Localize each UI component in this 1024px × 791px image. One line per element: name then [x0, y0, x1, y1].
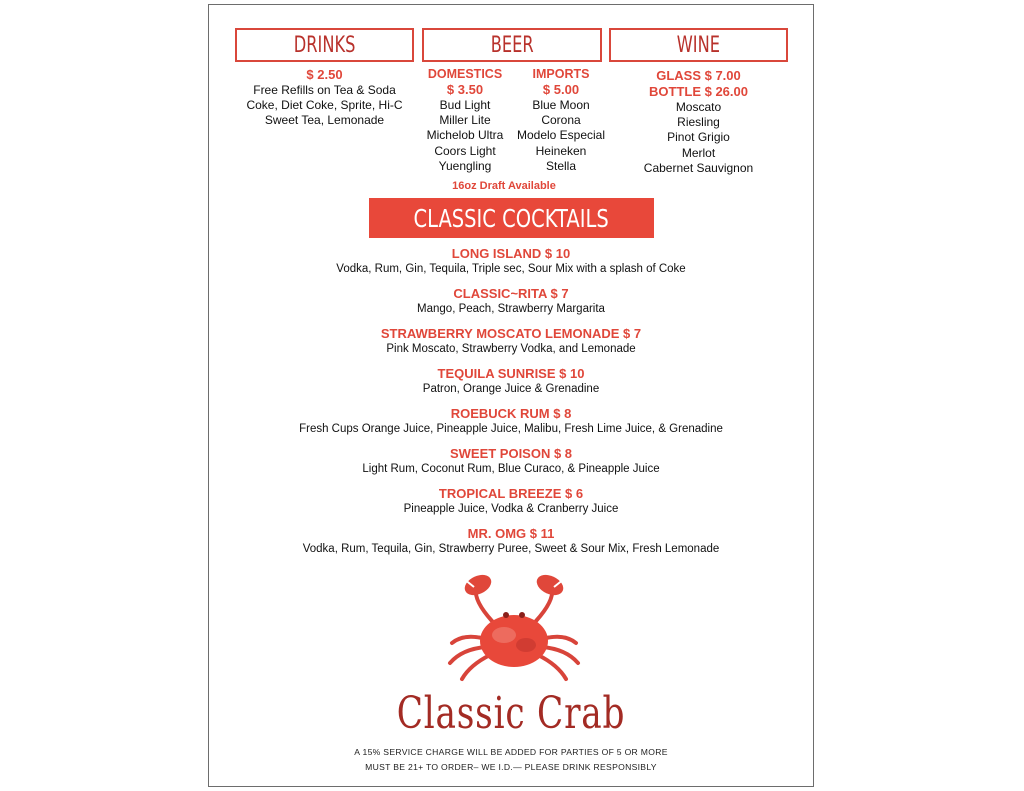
cocktail-description: Vodka, Rum, Gin, Tequila, Triple sec, Sour Mix with a splash of Coke [336, 263, 686, 275]
beer-item: Modelo Especial [516, 128, 606, 143]
cocktail-item [209, 405, 813, 445]
imports-heading: IMPORTS [532, 67, 590, 81]
beer-item: Yuengling [438, 158, 492, 173]
domestics-section [417, 67, 513, 174]
beer-item: Heineken [535, 143, 587, 158]
wine-item: Cabernet Sauvignon [643, 160, 754, 175]
beer-header-box [422, 28, 602, 62]
draft-note: 16oz Draft Available [452, 180, 556, 192]
beer-item: Stella [545, 158, 577, 173]
cocktail-item [209, 445, 813, 485]
wine-item: Merlot [681, 145, 716, 160]
wine-bottle-price: BOTTLE $ 26.00 [649, 84, 748, 99]
cocktail-description: Fresh Cups Orange Juice, Pineapple Juice, Malibu, Fresh Lime Juice, & Grenadine [299, 423, 723, 435]
cocktail-name: TROPICAL BREEZE $ 6 [438, 486, 584, 501]
wine-item: Moscato [675, 100, 722, 114]
cocktail-item [209, 485, 813, 525]
drinks-price: $ 2.50 [306, 67, 343, 82]
menu-page [208, 4, 814, 787]
service-charge-note: A 15% SERVICE CHARGE WILL BE ADDED FOR PARTIES OF 5 OR MORE [354, 747, 668, 757]
cocktail-item [209, 365, 813, 405]
cocktails-banner-title: CLASSIC COCKTAILS [413, 203, 610, 233]
cocktail-description: Patron, Orange Juice & Grenadine [422, 383, 600, 395]
cocktail-name: LONG ISLAND $ 10 [451, 246, 571, 261]
cocktails-banner [369, 198, 654, 238]
beer-item: Michelob Ultra [426, 128, 504, 143]
cocktail-item [209, 525, 813, 565]
drinks-header-box [235, 28, 414, 62]
beer-item: Blue Moon [532, 98, 590, 112]
wine-header-box [609, 28, 788, 62]
cocktail-list [209, 245, 813, 565]
beer-item: Coors Light [434, 143, 496, 158]
cocktail-name: SWEET POISON $ 8 [449, 446, 573, 461]
beer-item: Bud Light [439, 98, 491, 112]
imports-price: $ 5.00 [542, 82, 580, 97]
cocktail-description: Vodka, Rum, Tequila, Gin, Strawberry Puree, Sweet & Sour Mix, Fresh Lemonade [302, 543, 720, 555]
cocktail-description: Pineapple Juice, Vodka & Cranberry Juice [403, 503, 619, 515]
beer-title: BEER [490, 32, 534, 58]
wine-section [609, 68, 788, 176]
drinks-title: DRINKS [293, 32, 356, 58]
cocktail-name: TEQUILA SUNRISE $ 10 [437, 366, 585, 381]
age-notice: MUST BE 21+ TO ORDER– WE I.D.— PLEASE DRINK RESPONSIBLY [365, 762, 657, 772]
beer-item: Miller Lite [439, 113, 491, 128]
cocktail-name: STRAWBERRY MOSCATO LEMONADE $ 7 [380, 326, 642, 341]
cocktail-description: Light Rum, Coconut Rum, Blue Curaco, & Pineapple Juice [362, 463, 660, 475]
drinks-line: Free Refills on Tea & Soda [253, 83, 396, 97]
beer-item: Corona [541, 113, 581, 128]
cocktail-name: MR. OMG $ 11 [467, 526, 555, 541]
drinks-line: Sweet Tea, Lemonade [264, 113, 385, 128]
cocktail-item [209, 245, 813, 285]
wine-item: Riesling [677, 115, 720, 130]
crab-icon [434, 571, 594, 691]
wine-item: Pinot Grigio [667, 130, 730, 145]
cocktail-description: Pink Moscato, Strawberry Vodka, and Lemonade [386, 343, 636, 355]
domestics-price: $ 3.50 [446, 82, 484, 97]
cocktail-item [209, 285, 813, 325]
cocktail-description: Mango, Peach, Strawberry Margarita [417, 303, 605, 315]
domestics-heading: DOMESTICS [427, 67, 503, 81]
wine-glass-price: GLASS $ 7.00 [656, 68, 741, 83]
wine-title: WINE [676, 32, 721, 58]
cocktail-item [209, 325, 813, 365]
cocktail-name: ROEBUCK RUM $ 8 [450, 406, 572, 421]
drinks-section [229, 67, 420, 129]
brand-name: Classic Crab [396, 688, 626, 739]
drinks-line: Coke, Diet Coke, Sprite, Hi-C [246, 98, 403, 113]
imports-section [511, 67, 611, 174]
cocktail-name: CLASSIC~RITA $ 7 [453, 286, 569, 301]
